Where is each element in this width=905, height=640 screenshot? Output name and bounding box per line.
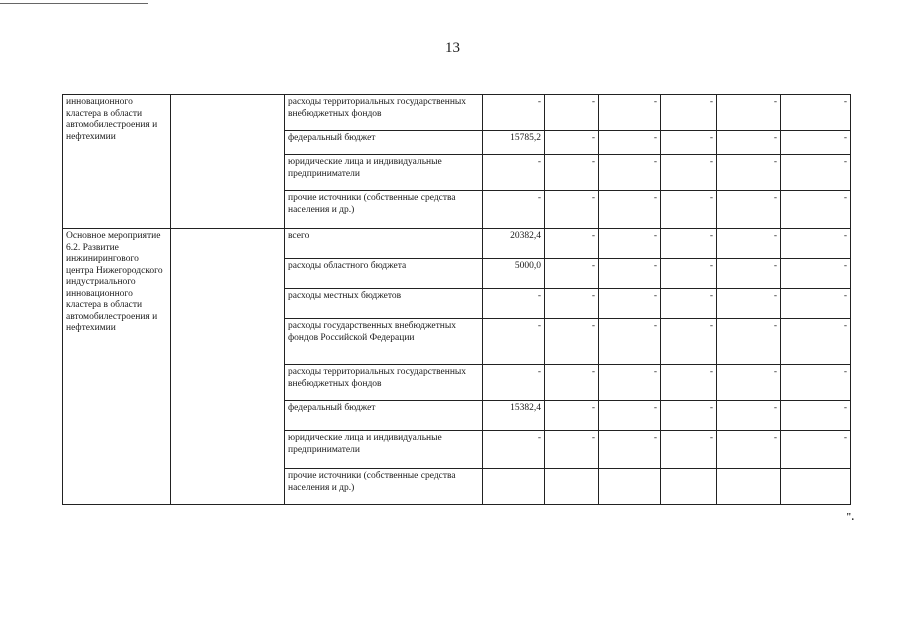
- year-value-cell: [599, 469, 661, 505]
- year-value-cell: -: [781, 319, 851, 365]
- year-value-cell: -: [781, 365, 851, 401]
- year-value-cell: -: [599, 191, 661, 229]
- year-value-cell: -: [781, 131, 851, 155]
- year-value-cell: [545, 469, 599, 505]
- year-value-cell: -: [545, 365, 599, 401]
- year-value-cell: -: [781, 191, 851, 229]
- amount-cell: -: [483, 191, 545, 229]
- year-value-cell: -: [717, 155, 781, 191]
- year-value-cell: -: [545, 319, 599, 365]
- executor-cell: [171, 95, 285, 229]
- funding-source-cell: юридические лица и индивидуальные предприниматели: [285, 431, 483, 469]
- year-value-cell: -: [599, 259, 661, 289]
- executor-cell: [171, 229, 285, 505]
- year-value-cell: -: [717, 95, 781, 131]
- page-number: 13: [445, 40, 460, 56]
- year-value-cell: -: [545, 289, 599, 319]
- funding-source-cell: федеральный бюджет: [285, 131, 483, 155]
- year-value-cell: -: [545, 95, 599, 131]
- amount-cell: [483, 469, 545, 505]
- year-value-cell: -: [599, 431, 661, 469]
- year-value-cell: [661, 469, 717, 505]
- year-value-cell: -: [545, 155, 599, 191]
- year-value-cell: -: [717, 365, 781, 401]
- year-value-cell: -: [661, 289, 717, 319]
- top-rule: [0, 3, 148, 4]
- funding-source-cell: юридические лица и индивидуальные предприниматели: [285, 155, 483, 191]
- year-value-cell: -: [599, 95, 661, 131]
- funding-source-cell: расходы местных бюджетов: [285, 289, 483, 319]
- amount-cell: -: [483, 365, 545, 401]
- year-value-cell: -: [545, 259, 599, 289]
- table-row: [63, 95, 851, 131]
- year-value-cell: -: [717, 319, 781, 365]
- closing-quote-mark: ".: [846, 512, 855, 523]
- year-value-cell: -: [599, 155, 661, 191]
- amount-cell: 20382,4: [483, 229, 545, 259]
- year-value-cell: -: [781, 259, 851, 289]
- amount-cell: -: [483, 95, 545, 131]
- year-value-cell: -: [717, 401, 781, 431]
- amount-cell: -: [483, 289, 545, 319]
- year-value-cell: -: [717, 131, 781, 155]
- year-value-cell: -: [545, 401, 599, 431]
- funding-source-cell: расходы территориальных государственных внебюджетных фондов: [285, 95, 483, 131]
- year-value-cell: -: [781, 155, 851, 191]
- year-value-cell: -: [661, 259, 717, 289]
- year-value-cell: -: [599, 229, 661, 259]
- measure-name-cell: инновационного кластера в области автомобилестроения и нефтехимии: [63, 95, 171, 229]
- year-value-cell: -: [661, 155, 717, 191]
- year-value-cell: -: [599, 365, 661, 401]
- year-value-cell: -: [717, 289, 781, 319]
- year-value-cell: -: [717, 259, 781, 289]
- year-value-cell: [781, 469, 851, 505]
- funding-source-cell: расходы территориальных государственных внебюджетных фондов: [285, 365, 483, 401]
- year-value-cell: -: [545, 431, 599, 469]
- amount-cell: 15382,4: [483, 401, 545, 431]
- funding-source-cell: прочие источники (собственные средства населения и др.): [285, 191, 483, 229]
- year-value-cell: -: [661, 95, 717, 131]
- year-value-cell: -: [545, 191, 599, 229]
- year-value-cell: -: [781, 431, 851, 469]
- funding-source-cell: расходы областного бюджета: [285, 259, 483, 289]
- table-row: [63, 229, 851, 259]
- year-value-cell: -: [781, 229, 851, 259]
- year-value-cell: -: [781, 289, 851, 319]
- funding-source-cell: расходы государственных внебюджетных фондов Российской Федерации: [285, 319, 483, 365]
- funding-table: [62, 94, 851, 505]
- year-value-cell: -: [661, 191, 717, 229]
- year-value-cell: -: [599, 319, 661, 365]
- amount-cell: 5000,0: [483, 259, 545, 289]
- year-value-cell: -: [661, 401, 717, 431]
- year-value-cell: [717, 469, 781, 505]
- funding-source-cell: прочие источники (собственные средства населения и др.): [285, 469, 483, 505]
- amount-cell: -: [483, 431, 545, 469]
- year-value-cell: -: [599, 401, 661, 431]
- year-value-cell: -: [661, 319, 717, 365]
- amount-cell: -: [483, 155, 545, 191]
- year-value-cell: -: [717, 229, 781, 259]
- year-value-cell: -: [781, 95, 851, 131]
- year-value-cell: -: [661, 131, 717, 155]
- funding-source-cell: всего: [285, 229, 483, 259]
- year-value-cell: -: [717, 191, 781, 229]
- year-value-cell: -: [661, 229, 717, 259]
- measure-name-cell: Основное мероприятие 6.2. Развитие инжинирингового центра Нижегородского индустриального инновационного кластера в области автомобилестроения и нефтехимии: [63, 229, 171, 505]
- year-value-cell: -: [599, 289, 661, 319]
- year-value-cell: -: [661, 365, 717, 401]
- year-value-cell: -: [781, 401, 851, 431]
- year-value-cell: -: [545, 229, 599, 259]
- amount-cell: -: [483, 319, 545, 365]
- amount-cell: 15785,2: [483, 131, 545, 155]
- year-value-cell: -: [661, 431, 717, 469]
- year-value-cell: -: [717, 431, 781, 469]
- year-value-cell: -: [599, 131, 661, 155]
- funding-source-cell: федеральный бюджет: [285, 401, 483, 431]
- year-value-cell: -: [545, 131, 599, 155]
